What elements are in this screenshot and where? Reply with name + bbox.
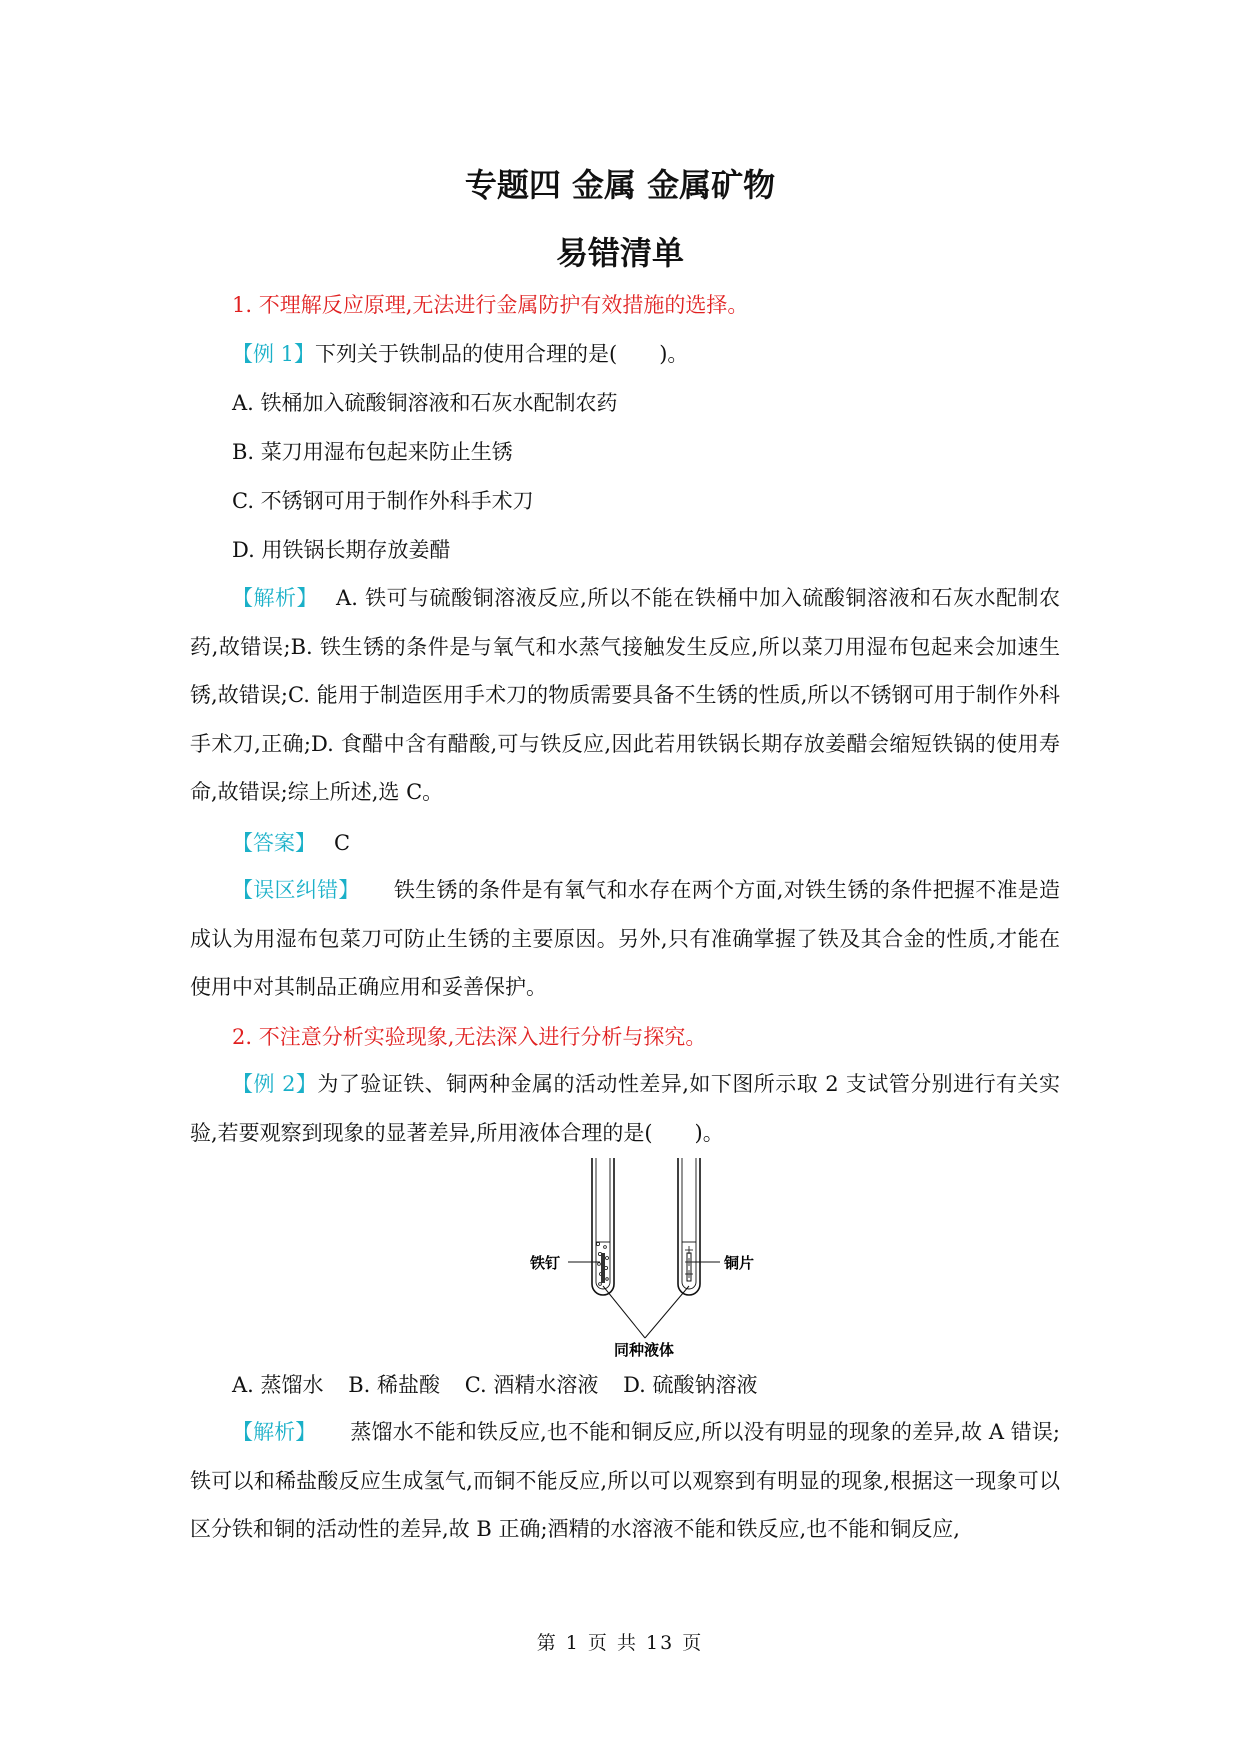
example2-option-c: C. 酒精水溶液 — [464, 1373, 599, 1397]
example1-answer — [232, 828, 1060, 858]
example1-correction-text: 铁生锈的条件是有氧气和水存在两个方面,对铁生锈的条件把握不准是造成认为用湿布包菜刀可防止生锈的主要原因。另外,只有准确掌握了铁及其合金的性质,才能在使用中对其制品正确应用和妥善保护。 — [190, 878, 1060, 999]
right-liquid — [685, 1246, 693, 1278]
item2-heading: 2. 不注意分析实验现象,无法深入进行分析与探究。 — [232, 1025, 707, 1049]
example2-option-d: D. 硫酸钠溶液 — [623, 1373, 758, 1397]
example1-question-text: 下列关于铁制品的使用合理的是( )。 — [315, 342, 689, 366]
example2-option-a: A. 蒸馏水 — [232, 1373, 324, 1397]
example1-option-d: D. 用铁锅长期存放姜醋 — [232, 538, 451, 562]
example1-tag: 【例 1】 — [232, 342, 316, 366]
example1-analysis — [190, 574, 1060, 817]
example2-analysis-tag: 【解析】 — [232, 1420, 317, 1444]
page-subtitle: 易错清单 — [555, 234, 684, 272]
example2-option-b: B. 稀盐酸 — [348, 1373, 441, 1397]
item1-heading: 1. 不理解反应原理,无法进行金属防护有效措施的选择。 — [232, 293, 749, 317]
example1-correction — [190, 866, 1060, 1012]
figure-label-iron-nail: 铁钉 — [530, 1254, 561, 1272]
iron-nail — [601, 1253, 605, 1283]
test-tube-figure — [530, 1158, 760, 1358]
example1-option-c: C. 不锈钢可用于制作外科手术刀 — [232, 489, 534, 513]
page-footer: 第 1 页 共 13 页 — [536, 1632, 704, 1654]
example1-option-b: B. 菜刀用湿布包起来防止生锈 — [232, 440, 513, 464]
example2-question-text: 为了验证铁、铜两种金属的活动性差异,如下图所示取 2 支试管分别进行有关实验,若要观察到现象的显著差异,所用液体合理的是( )。 — [190, 1072, 1060, 1145]
example2-question — [190, 1060, 1060, 1157]
figure-label-copper: 铜片 — [724, 1254, 755, 1272]
example1-question — [232, 339, 1060, 369]
example2-options — [232, 1370, 1060, 1400]
example1-answer-tag: 【答案】 — [232, 831, 316, 855]
example2-tag: 【例 2】 — [232, 1072, 318, 1096]
example1-answer-value: C — [334, 831, 351, 855]
example1-analysis-tag: 【解析】 — [232, 586, 319, 610]
page-title: 专题四 金属 金属矿物 — [464, 166, 776, 204]
example1-analysis-text: A. 铁可与硫酸铜溶液反应,所以不能在铁桶中加入硫酸铜溶液和石灰水配制农药,故错误;B. 铁生锈的条件是与氧气和水蒸气接触发生反应,所以菜刀用湿布包起来会加速生锈,故错误;C. 能用于制造医用手术刀的物质需要具备不生锈的性质,所以不锈钢可用于制作外科手术刀,正确;D. 食醋中含有醋酸,可与铁反应,因此若用铁锅长期存放姜醋会缩短铁锅的使用寿命,故错误;综上所述,选 C。 — [190, 586, 1061, 804]
example2-analysis-text: 蒸馏水不能和铁反应,也不能和铜反应,所以没有明显的现象的差异,故 A 错误;铁可以和稀盐酸反应生成氢气,而铜不能反应,所以可以观察到有明显的现象,根据这一现象可以区分铁和铜的活动性的差异,故 B 正确;酒精的水溶液不能和铁反应,也不能和铜反应, — [190, 1420, 1061, 1541]
example1-option-a: A. 铁桶加入硫酸铜溶液和石灰水配制农药 — [232, 391, 618, 415]
example1-correction-tag: 【误区纠错】 — [232, 878, 360, 902]
figure-label-liquid: 同种液体 — [614, 1341, 675, 1358]
example2-analysis — [190, 1408, 1060, 1554]
